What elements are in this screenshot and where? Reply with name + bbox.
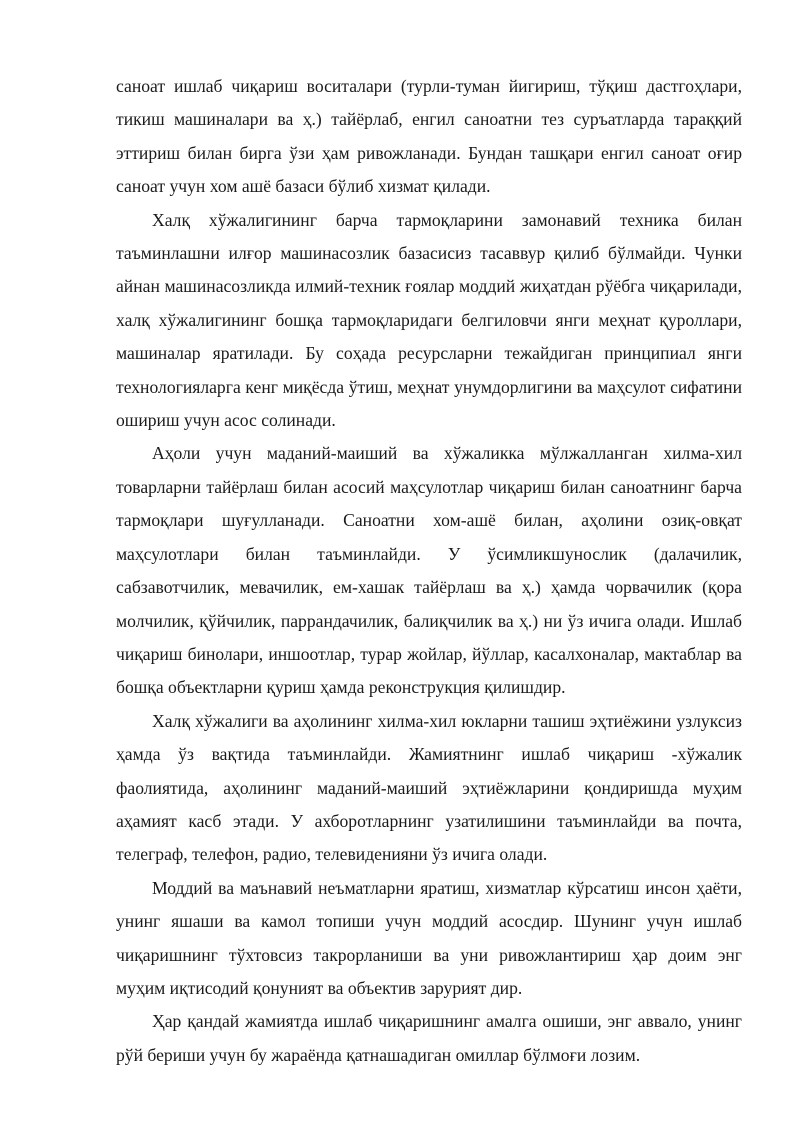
paragraph-continuation: саноат ишлаб чиқариш воситалари (турли-туман йигириш, тўқиш дастгоҳлари, тикиш машиналари ва ҳ.) тайёрлаб, енгил саноатни тез суръатларда тараққий эттириш билан бирга ўзи ҳам ривожланади. Бундан ташқари енгил саноат оғир саноат учун хом ашё базаси бўлиб хизмат қилади. (116, 76, 742, 197)
paragraph-production-factors: Ҳар қандай жамиятда ишлаб чиқаришнинг амалга ошиши, энг аввало, унинг рўй бериши учун бу жараёнда қатнашадиган омиллар бўлмоғи лозим. (116, 1011, 742, 1065)
paragraph-machinery: Халқ хўжалигининг барча тармоқларини замонавий техника билан таъминлашни илғор машинасозлик базасисиз тасаввур қилиб бўлмайди. Чунки айнан машинасозликда илмий-техник ғоялар моддий жиҳатдан рўёбга чиқарилади, халқ хўжалигининг бошқа тармоқларидаги белгиловчи янги меҳнат қуроллари, машиналар яратилади. Бу соҳада ресурсларни тежайдиган принципиал янги технологияларга кенг миқёсда ўтиш, меҳнат унумдорлигини ва маҳсулот сифатини ошириш учун асос солинади. (116, 209, 742, 431)
paragraph-population-goods: Аҳоли учун маданий-маиший ва хўжаликка мўлжалланган хилма-хил товарларни тайёрлаш билан асосий маҳсулотлар чиқариш билан саноатнинг барча тармоқлари шуғулланади. Саноатни хом-ашё билан, аҳолини озиқ-овқат маҳсулотлари билан таъминлайди. У ўсимликшунослик (далачилик, сабзавотчилик, мевачилик, ем-хашак тайёрлаш ва ҳ.) ҳамда чорвачилик (қора молчилик, қўйчилик, паррандачилик, балиқчилик ва ҳ.) ни ўз ичига олади. Ишлаб чиқариш бинолари, иншоотлар, турар жойлар, йўллар, касалхоналар, мактаблар ва бошқа объектларни қуриш ҳамда реконструкция қилишдир. (116, 443, 742, 698)
paragraph-transport: Халқ хўжалиги ва аҳолининг хилма-хил юкларни ташиш эҳтиёжини узлуксиз ҳамда ўз вақтида таъминлайди. Жамиятнинг ишлаб чиқариш -хўжалик фаолиятида, аҳолининг маданий-маиший эҳтиёжларини қондиришда муҳим аҳамият касб этади. У ахборотларнинг узатилишини таъминлайди ва почта, телеграф, телефон, радио, телевиденияни ўз ичига олади. (116, 710, 742, 865)
paragraph-material-wealth: Моддий ва маънавий неъматларни яратиш, хизматлар кўрсатиш инсон ҳаёти, унинг яшаши ва камол топиши учун моддий асосдир. Шунинг учун ишлаб чиқаришнинг тўхтовсиз такрорланиши ва уни ривожлантириш ҳар доим энг муҳим иқтисодий қонуният ва объектив зарурият дир. (116, 877, 742, 998)
body-text (116, 70, 742, 1072)
